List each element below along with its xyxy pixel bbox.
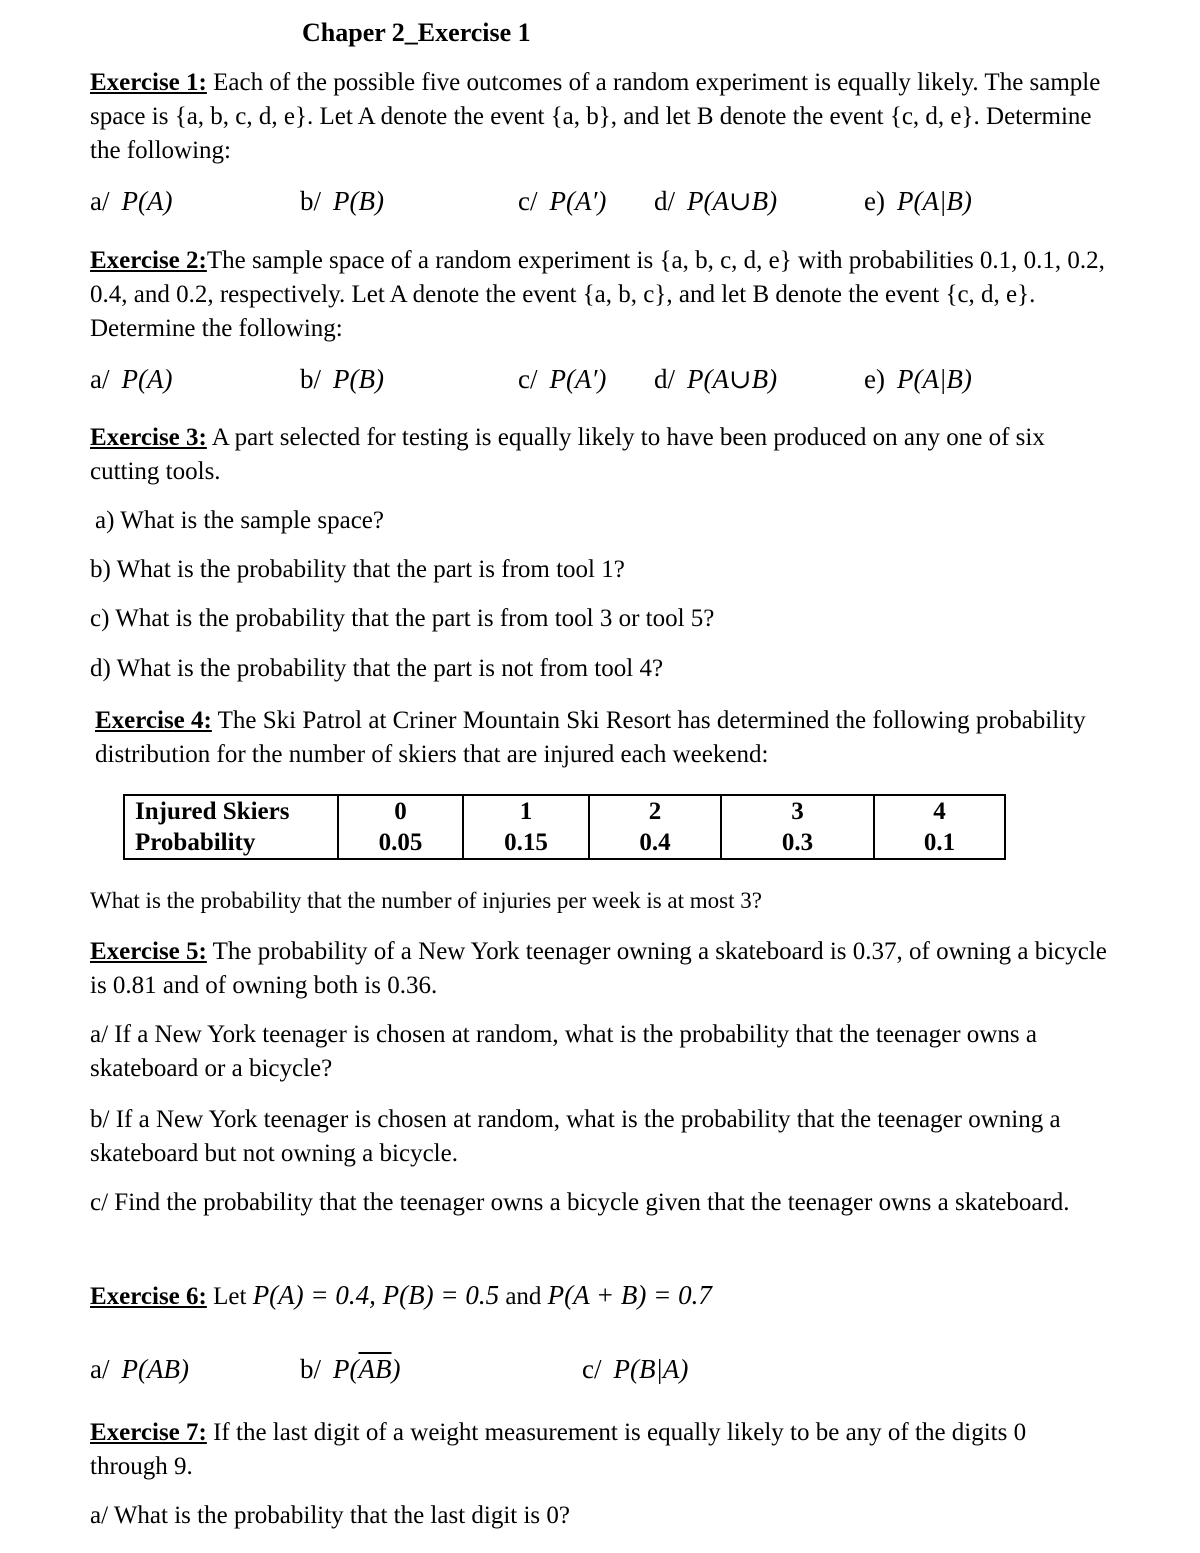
table-header-injured-skiers: Injured Skiers bbox=[124, 795, 338, 827]
exercise-6-label: Exercise 6: bbox=[90, 1283, 207, 1310]
ex2-option-a-label: a/ bbox=[90, 364, 110, 394]
ex6-option-b-expr-open: P( bbox=[333, 1354, 359, 1384]
exercise-7-body: If the last digit of a weight measurement is equally likely to be any of the digits 0 through 9. bbox=[90, 1419, 1027, 1480]
ex5-question-b: b/ If a New York teenager is chosen at random, what is the probability that the teenager owning a skateboard but not owning a bicycle. bbox=[90, 1106, 1061, 1167]
ex6-option-c bbox=[582, 1354, 688, 1385]
exercise-4-text bbox=[95, 704, 1105, 772]
exercise-2-text bbox=[90, 244, 1110, 346]
ex1-option-c bbox=[518, 186, 606, 217]
exercise-7-text bbox=[90, 1416, 1110, 1484]
ex2-option-b-label: b/ bbox=[300, 364, 322, 394]
exercise-5-label: Exercise 5: bbox=[90, 938, 207, 965]
table-cell: 4 bbox=[874, 795, 1005, 827]
exercise-1-label: Exercise 1: bbox=[90, 69, 207, 96]
ex1-option-c-expr: P(A′) bbox=[549, 186, 607, 216]
ex2-option-e-label: e) bbox=[864, 364, 885, 394]
table-row bbox=[124, 827, 1005, 859]
ex6-option-c-expr: P(B|A) bbox=[613, 1354, 689, 1384]
ex1-option-b-expr: P(B) bbox=[333, 186, 384, 216]
exercise-3-text bbox=[90, 421, 1110, 489]
ex3-question-c: c) What is the probability that the part is from tool 3 or tool 5? bbox=[90, 605, 715, 632]
ex2-option-a bbox=[90, 364, 172, 395]
ex6-option-b bbox=[300, 1354, 401, 1385]
ex3-question-b: b) What is the probability that the part is from tool 1? bbox=[90, 556, 625, 583]
ex2-option-a-expr: P(A) bbox=[121, 364, 173, 394]
ex4-question: What is the probability that the number of injuries per week is at most 3? bbox=[90, 888, 762, 913]
ex1-option-b-label: b/ bbox=[300, 186, 322, 216]
ex6-option-b-expr bbox=[333, 1354, 400, 1384]
ex2-option-e bbox=[864, 364, 972, 395]
ex6-option-a bbox=[90, 1354, 189, 1385]
ex1-option-a bbox=[90, 186, 172, 217]
table-cell: 1 bbox=[463, 795, 589, 827]
ex2-option-c-label: c/ bbox=[518, 364, 538, 394]
exercise-5-text bbox=[90, 935, 1110, 1003]
ex1-option-e-label: e) bbox=[864, 186, 885, 216]
exercise-2-label: Exercise 2: bbox=[90, 247, 207, 274]
ex1-option-b bbox=[300, 186, 384, 217]
exercise-4-body: The Ski Patrol at Criner Mountain Ski Resort has determined the following probability distribution for the number of skiers that are injured each weekend: bbox=[95, 707, 1086, 768]
distribution-table bbox=[123, 794, 1006, 860]
table-header-probability: Probability bbox=[124, 827, 338, 859]
ex7-question-a: a/ What is the probability that the last digit is 0? bbox=[90, 1502, 571, 1529]
exercise-1-text bbox=[90, 66, 1110, 168]
table-cell: 0.3 bbox=[721, 827, 874, 859]
exercise-6-lead: Let bbox=[206, 1283, 253, 1310]
table-cell: 0.1 bbox=[874, 827, 1005, 859]
ex1-option-e bbox=[864, 186, 972, 217]
ex2-option-b bbox=[300, 364, 384, 395]
exercise-3-label: Exercise 3: bbox=[90, 424, 207, 451]
ex6-option-c-label: c/ bbox=[582, 1354, 602, 1384]
ex1-option-d-expr: P(A∪B) bbox=[687, 186, 778, 216]
ex5-question-c: c/ Find the probability that the teenager owns a bicycle given that the teenager owns a skateboard. bbox=[90, 1189, 1070, 1216]
exercise-7-label: Exercise 7: bbox=[90, 1419, 207, 1446]
ex2-option-d-expr: P(A∪B) bbox=[687, 364, 778, 394]
ex1-option-a-expr: P(A) bbox=[121, 186, 173, 216]
exercise-3-body: A part selected for testing is equally likely to have been produced on any one of six cutting tools. bbox=[90, 424, 1045, 485]
ex1-option-e-expr: P(A|B) bbox=[896, 186, 972, 216]
page-title: Chaper 2_Exercise 1 bbox=[302, 18, 531, 47]
table-cell: 0.4 bbox=[589, 827, 721, 859]
ex6-option-a-expr: P(AB) bbox=[121, 1354, 189, 1384]
ex3-question-a: a) What is the sample space? bbox=[95, 507, 385, 534]
table-cell: 2 bbox=[589, 795, 721, 827]
ex2-option-e-expr: P(A|B) bbox=[896, 364, 972, 394]
ex3-question-d: d) What is the probability that the part is not from tool 4? bbox=[90, 655, 664, 682]
table-cell: 0 bbox=[338, 795, 463, 827]
ex2-option-c bbox=[518, 364, 606, 395]
exercise-2-body: The sample space of a random experiment is {a, b, c, d, e} with probabilities 0.1, 0.1, 0.2, 0.4, and 0.2, respectively. Let A denote the event {a, b, c}, and let B denote the event {c, d, e}. Determine the following: bbox=[90, 247, 1105, 342]
ex6-option-b-label: b/ bbox=[300, 1354, 322, 1384]
ex1-option-d bbox=[654, 186, 777, 217]
ex1-option-c-label: c/ bbox=[518, 186, 538, 216]
exercise-6-and: and bbox=[499, 1283, 548, 1310]
exercise-4-label: Exercise 4: bbox=[95, 707, 212, 734]
exercise-6-equation-2: P(A + B) = 0.7 bbox=[547, 1280, 712, 1310]
ex1-option-d-label: d/ bbox=[654, 186, 676, 216]
table-cell: 0.15 bbox=[463, 827, 589, 859]
ex2-option-d bbox=[654, 364, 777, 395]
ex2-option-c-expr: P(A′) bbox=[549, 364, 607, 394]
exercise-1-body: Each of the possible five outcomes of a random experiment is equally likely. The sample space is {a, b, c, d, e}. Let A denote the event {a, b}, and let B denote the event {c, d, e}. Determine the following: bbox=[90, 69, 1101, 164]
table-cell: 3 bbox=[721, 795, 874, 827]
exercise-6-equation-1: P(A) = 0.4, P(B) = 0.5 bbox=[252, 1280, 500, 1310]
ex6-option-a-label: a/ bbox=[90, 1354, 110, 1384]
table-row bbox=[124, 795, 1005, 827]
ex6-option-b-expr-complement: $\overline{AB}$ bbox=[358, 1354, 392, 1384]
exercise-6-text bbox=[90, 1280, 712, 1311]
ex6-option-b-expr-close: ) bbox=[391, 1354, 401, 1384]
exercise-5-body: The probability of a New York teenager owning a skateboard is 0.37, of owning a bicycle is 0.81 and of owning both is 0.36. bbox=[90, 938, 1107, 999]
ex2-option-d-label: d/ bbox=[654, 364, 676, 394]
ex1-option-a-label: a/ bbox=[90, 186, 110, 216]
table-cell: 0.05 bbox=[338, 827, 463, 859]
ex5-question-a: a/ If a New York teenager is chosen at random, what is the probability that the teenager owns a skateboard or a bicycle? bbox=[90, 1021, 1037, 1082]
ex2-option-b-expr: P(B) bbox=[333, 364, 384, 394]
